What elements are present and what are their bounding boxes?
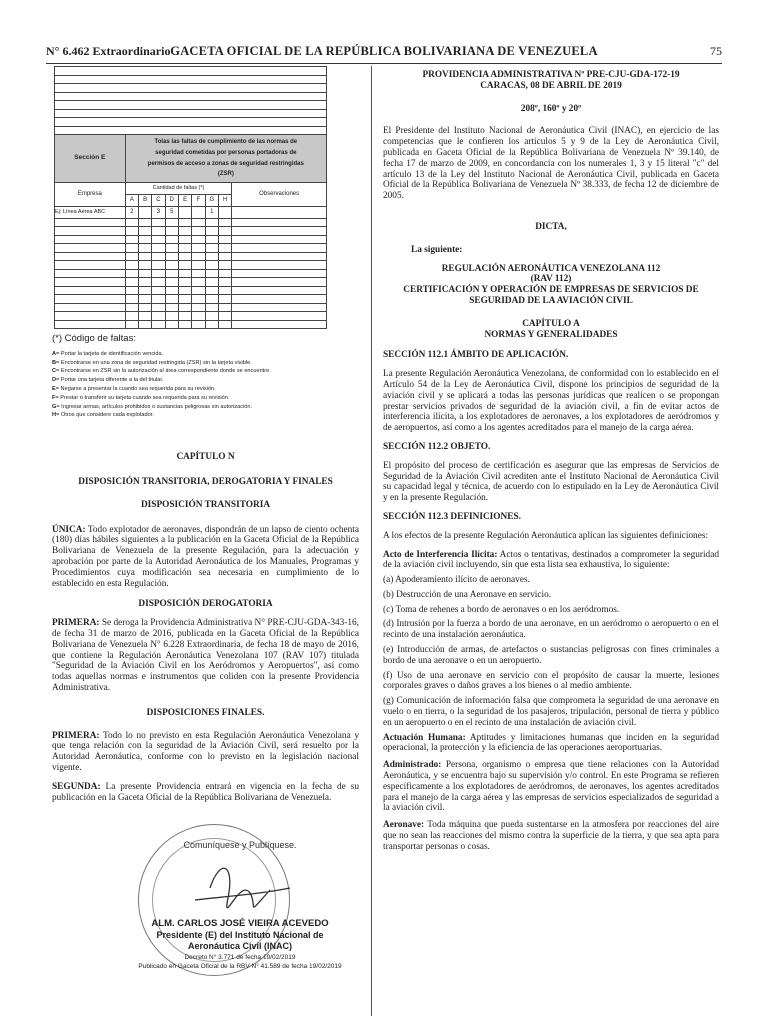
signer-name: ALM. CARLOS JOSÉ VIEIRA ACEVEDO: [151, 918, 329, 929]
legend-item: A= Portar la tarjeta de identificación vencida.: [52, 350, 164, 357]
fault-letter: C: [152, 194, 165, 206]
legend-item: B= Encontrarse en una zona de seguridad restringida (ZSR) sin la tarjeta visible.: [52, 359, 252, 366]
transitoria-heading: DISPOSICIÓN TRANSITORIA: [140, 499, 271, 510]
example-count: 1: [205, 206, 218, 218]
years-line: 208º, 160º y 20º: [520, 103, 582, 114]
providencia-title: PROVIDENCIA ADMINISTRATIVA Nº PRE-CJU-GDA-172-19: [422, 70, 680, 80]
right-column: [383, 70, 719, 861]
fault-letter: H: [218, 194, 231, 206]
legend-item: C= Encontrarse en ZSR sin la autorización al área correspondiente donde se encuentre.: [52, 368, 271, 375]
table-row: [55, 218, 327, 227]
header-rule: [46, 63, 722, 64]
col-observaciones: Observaciones: [232, 183, 327, 207]
table-row: [55, 235, 327, 244]
table-row: [55, 261, 327, 270]
page-header: [46, 44, 722, 62]
example-count: 3: [152, 206, 165, 218]
siguiente-line: La siguiente:: [411, 244, 463, 255]
list-item: (d) Intrusión por la fuerza a bordo de una aeronave, en un aeródromo o aeropuerto o en el recinto de una instalación aeronáutica.: [383, 619, 719, 641]
section-112-3-text: A los efectos de la presente Regulación Aeronáutica aplican las siguientes definiciones:: [383, 530, 709, 541]
table-row: [55, 303, 327, 312]
chapter-heading: CAPÍTULO N: [176, 452, 235, 463]
fault-letter: E: [178, 194, 191, 206]
section-112-2-text: El propósito del proceso de certificación es asegurar que las empresas de Servicios de Seguridad de la Aviación Civil acrediten ante el Instituto Nacional de Aeronáutica Civil su capacidad legal y técnica, de acuerdo con lo estipulado en la Ley de Aeronáutica Civil y en la presente Regulación.: [383, 460, 719, 504]
comuniquese-text: Comuníquese y Publíquese.: [183, 840, 297, 850]
fault-letter: G: [205, 194, 218, 206]
table-row: [55, 244, 327, 253]
intro-paragraph: El Presidente del Instituto Nacional de Aeronáutica Civil (INAC), en ejercicio de las competencias que le confieren los artículos 5 y 9 de la Ley de Aeronáutica Civil, publicada en Gaceta Oficial de la República Bolivariana de Venezuela Nº 39.140, de fecha 17 de marzo de 2009, en concordancia con los numerales 1, 3 y 15 literal "c" del artículo 13 de la Ley del Instituto Nacional de Aeronáutica Civil, publicada en Gaceta Oficial de la República Bolivariana de Venezuela Nº 38.333, de fecha 12 de diciembre de 2005.: [383, 126, 719, 202]
signer-role-2: Aeronáutica Civil (INAC): [187, 941, 292, 951]
section-112-1-text: La presente Regulación Aeronáutica Venezolana, de conformidad con lo establecido en el Artículo 54 de la Ley de Aeronáutica Civil, dispone los principios de seguridad de la aviación civil y se aplicará a todas las personas jurídicas que realicen o se propongan prestar servicios privados de seguridad de la aviación civil, a fin de evitar actos de interferencia ilícita, a los explotadores de aeronaves, a los explotadores de aeródromos y de aeropuertos, así como a los agentes acreditados para el manejo de la carga aérea.: [383, 369, 719, 434]
table-row: [55, 227, 327, 236]
regulation-title: CERTIFICACIÓN Y OPERACIÓN DE EMPRESAS DE SERVICIOS DE SEGURIDAD DE LA AVIACIÓN CIVIL: [403, 285, 699, 306]
list-item: (b) Destrucción de una Aeronave en servicio.: [383, 589, 552, 600]
capitulo-a-heading: CAPÍTULO A: [522, 318, 580, 329]
finales-heading: DISPOSICIONES FINALES.: [146, 707, 265, 718]
legend-item: F= Prestar o transferir su tarjeta cuando sea requerida para su revisión.: [52, 394, 230, 401]
gazette-title: GACETA OFICIAL DE LA REPÚBLICA BOLIVARIANA DE VENEZUELA: [170, 44, 598, 58]
interferencia-items: [383, 575, 719, 729]
chapter-title: DISPOSICIÓN TRANSITORIA, DEROGATORIA Y FINALES: [78, 477, 333, 488]
fault-letter: D: [165, 194, 178, 206]
unica-paragraph: ÚNICA: Todo explotador de aeronaves, dispondrán de un lapso de ciento ochenta (180) días hábiles siguientes a la publicación en la Gaceta Oficial de la República Bolivariana de Venezuela de la presente Regulación, para la adecuación y aprobación por parte de la Autoridad Aeronáutica de los Manuales, Programas y Procedimientos cuya modificación sea necesaria en cumplimiento de lo establecido en esta Regulación.: [52, 524, 359, 589]
section-text: Tolas las faltas de cumplimiento de las normas de seguridad cometidas por personas portadoras de permisos de acceso a zonas de seguridad restringidas (ZSR): [125, 135, 326, 183]
legend-item: D= Portar una tarjeta diferente a la del titular.: [52, 377, 164, 384]
gazette-number: N° 6.462 Extraordinario: [46, 44, 171, 58]
list-item: (a) Apoderamiento ilícito de aeronaves.: [383, 575, 530, 586]
section-112-2-heading: SECCIÓN 112.2 OBJETO.: [383, 441, 491, 452]
definition-administrado: Administrado: Persona, organismo o empresa que tiene relaciones con la Autoridad Aeronáutica, y se encuentra bajo su supervisión y/o control. En este Programa se refieren específicamente a los explotadores de aeródromos, de aeronaves, los agentes acreditados para el manejo de la carga aérea y las empresas de servicios especializados de seguridad a la aviación civil.: [383, 760, 719, 814]
example-count: [218, 206, 231, 218]
example-count: [178, 206, 191, 218]
example-count: 2: [125, 206, 138, 218]
example-company: Ej: Línea Aérea ABC: [55, 206, 126, 218]
page-number: 75: [710, 44, 722, 58]
capitulo-a-title: NORMAS Y GENERALIDADES: [484, 329, 618, 340]
derogatoria-heading: DISPOSICIÓN DEROGATORIA: [138, 599, 273, 610]
example-count: [138, 206, 151, 218]
final2-paragraph: SEGUNDA: La presente Providencia entrará en vigencia en la fecha de su publicación en la Gaceta Oficial de la República Bolivariana de Venezuela.: [52, 781, 359, 803]
table-row: [55, 252, 327, 261]
derogatoria-paragraph: PRIMERA: Se deroga la Providencia Administrativa N° PRE-CJU-GDA-343-16, de fecha 31 de marzo de 2016, publicada en la Gaceta Oficial de la República Bolivariana de Venezuela N° 6.228 Extraordinaria, de fecha 18 de mayo de 2016, que contiene la Regulación Aeronáutica Venezolana 107 (RAV 107) titulada "Seguridad de la Aviación Civil en los Aeródromos y Aeropuertos", así como todas aquellas normas e instrumentos que coliden con la presente Providencia Administrativa.: [52, 618, 359, 693]
regulation-code: (RAV 112): [530, 274, 572, 285]
section-112-3-heading: SECCIÓN 112.3 DEFINICIONES.: [383, 511, 521, 522]
definition-interferencia: Acto de Interferencia Ilícita: Actos o tentativas, destinados a comprometer la seguridad de la aviación civil incluyendo, sin que esta lista sea exhaustiva, lo siguiente:: [383, 549, 719, 571]
table-row: [55, 295, 327, 304]
legend-item: E= Negarse a presentar la cuando sea requerida para su revisión.: [52, 386, 216, 393]
example-count: 5: [165, 206, 178, 218]
fault-letter: B: [138, 194, 151, 206]
list-item: (c) Toma de rehenes a bordo de aeronaves o en los aeródromos.: [383, 604, 620, 615]
dicta-heading: DICTA,: [535, 221, 567, 232]
left-column: [52, 66, 359, 811]
list-item: (f) Uso de una aeronave en servicio con el propósito de causar la muerte, lesiones corporales graves o daños graves a los bienes o al medio ambiente.: [383, 670, 719, 692]
legend-item: G= Ingresar armas, artículos prohibidos o sustancias peligrosas sin autorización.: [52, 403, 253, 410]
definition-actuacion: Actuación Humana: Aptitudes y limitaciones humanas que inciden en la seguridad operacional, la protección y la eficiencia de las operaciones aeroportuarias.: [383, 732, 720, 754]
example-count: [192, 206, 205, 218]
gazette-line: Publicado en Gaceta Oficial de la RBV N° 41.589 de fecha 19/02/2019: [138, 963, 342, 970]
table-row: [55, 278, 327, 287]
legend-title: (*) Código de faltas:: [52, 333, 136, 345]
example-observation: [232, 206, 327, 218]
signer-role-1: Presidente (E) del Instituto Nacional de: [156, 930, 324, 940]
providencia-date: CARACAS, 08 DE ABRIL DE 2019: [480, 80, 622, 91]
fault-codes-legend: [52, 335, 359, 420]
column-divider: [371, 66, 372, 1016]
regulation-name: REGULACIÓN AERONÁUTICA VENEZOLANA 112: [441, 263, 661, 274]
table-row: [55, 286, 327, 295]
list-item: (g) Comunicación de información falsa que comprometa la seguridad de una aeronave en vuelo o en tierra, o la seguridad de los pasajeros, tripulación, personal de tierra y público en un aeropuerto o en el recinto de una instalación de aviación civil.: [383, 696, 719, 728]
table-row: [55, 312, 327, 321]
fault-letter: F: [192, 194, 205, 206]
official-stamp: [100, 818, 350, 988]
col-empresa: Empresa: [55, 183, 126, 207]
section-label: Sección E: [55, 135, 126, 183]
final1-paragraph: PRIMERA: Todo lo no previsto en esta Regulación Aeronáutica Venezolana y que tenga relación con la seguridad de la Aviación Civil, será resuelto por la Autoridad Aeronáutica, conforme con lo previsto en la legislación nacional vigente.: [52, 730, 359, 773]
fault-letter: A: [125, 194, 138, 206]
legend-item: H= Otros que considere cada explotador.: [52, 412, 154, 419]
col-cantidad: Cantidad de faltas (*): [125, 183, 232, 195]
table-row: [55, 269, 327, 278]
faults-table: [54, 66, 327, 329]
section-112-1-heading: SECCIÓN 112.1 ÁMBITO DE APLICACIÓN.: [383, 350, 569, 361]
decree-line: Decreto N° 3.771 de fecha 19/02/2019: [184, 954, 296, 961]
definition-aeronave: Aeronave: Toda máquina que pueda sustentarse en la atmosfera por reacciones del aire que no sean las reacciones del mismo contra la superficie de la tierra, y que sea apta para transportar personas o cosas.: [383, 820, 719, 852]
list-item: (e) Introducción de armas, de artefactos o sustancias peligrosas con fines criminales a bordo de una aeronave o en un aeropuerto.: [383, 645, 719, 666]
table-row: [55, 320, 327, 329]
